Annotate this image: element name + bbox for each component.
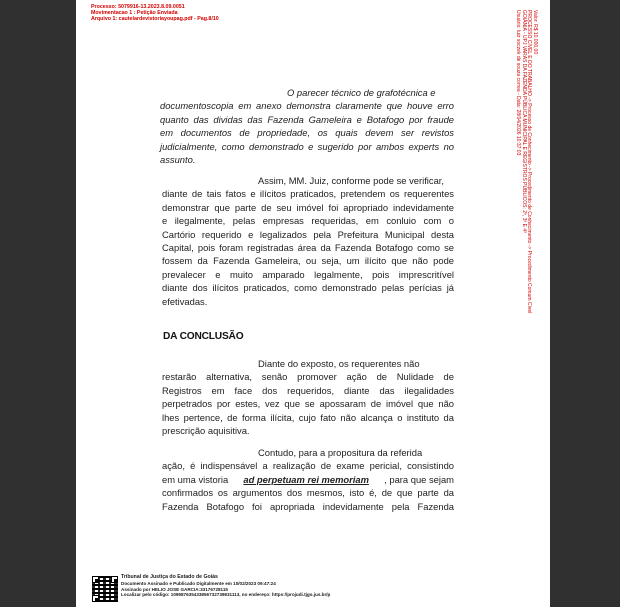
document-page	[76, 0, 550, 607]
text-line: Registros em face dos requeridos, diante das ilegalidades	[162, 384, 454, 396]
text-segment: , para que sejam	[384, 473, 454, 485]
text-line: Contudo, para a propositura da referida	[258, 447, 423, 458]
text-line: efetivadas.	[162, 295, 208, 307]
text-segment: em uma vistoria	[162, 473, 229, 485]
text-line: diante de tais fatos e ilícitos praticados, pretendem os requerentes	[162, 188, 454, 200]
text-line: diante dos ilícitos praticados, como demonstrado pelas perícias já	[162, 282, 454, 294]
side-stamp-class: PROCESSO CÍVEL E DO TRABALHO -> Processo de Conhecimento -> Procedimento de Conhecimento -> Procedimento Comum Cível	[526, 10, 533, 314]
text-line: em documentos de propriedade, os quais devem ser revistos	[160, 127, 454, 139]
text-line: Fazenda Botafogo foi apropriada indevidamente pela Fazenda	[162, 500, 454, 512]
text-line: Cartório requerido e legalizados pela Prefeitura Municipal desta	[162, 228, 454, 240]
text-line: lhes pertence, de forma ilícita, cujo fato não alcança o instituto da	[162, 411, 454, 423]
text-line: perpetrados por estes, vez que se apossaram de imóvel que não	[162, 398, 454, 410]
text-line: quanto das dividas das Fazenda Gameleira e Botafogo por fraude	[160, 113, 454, 125]
side-stamp-user: Usuário: luiz soczek de souza correa - Data: 28/04/2026 10:37:03	[515, 10, 522, 156]
signed-by: Assinado por HELIO JOSE GARCIA:33176728115	[121, 586, 228, 592]
side-stamp-value: Valor: R$ 10.000,00	[532, 10, 538, 55]
text-line: O parecer técnico de grafotécnica e	[287, 87, 436, 98]
text-line: ação, é indispensável a realização de exame pericial, consistindo	[162, 460, 454, 472]
process-number: Processo: 5079916-13.2023.8.09.0051	[91, 4, 185, 10]
text-line: prescrição aquisitiva.	[162, 425, 250, 437]
file-info: Arquivo 1: cautelardevistoriayoupag.pdf - Pag.8/10	[91, 16, 219, 23]
text-line: Capital, pois foram registradas área da Fazenda Botafogo como se	[162, 242, 454, 254]
text-line: fossem da Fazenda Gameleira, ou seja, um ilícito que não pode	[162, 255, 454, 267]
movement-info: Movimentacao 1 : Petição Enviada	[91, 10, 178, 17]
text-line: assunto.	[160, 154, 196, 166]
paragraph-conclusion	[162, 357, 454, 437]
process-header	[91, 4, 219, 23]
signed-date: Documento Assinado e Publicado Digitalmente em 10/02/2023 09:47:24	[121, 580, 276, 586]
text-line	[162, 473, 454, 486]
latin-phrase: ad perpetuam rei memoriam	[243, 473, 369, 485]
text-line: e ilegalmente, pelas empresas requeridas, em conluio com o	[162, 215, 454, 227]
text-line: restarão alternativa, senão promover ação de Nulidade de	[162, 371, 454, 383]
signature-footer	[121, 575, 330, 598]
side-stamp	[515, 10, 537, 313]
text-line: documentoscopia em anexo demonstra claramente que houve erro	[160, 100, 454, 112]
side-stamp-court: GOIÂNIA - UPJ VARAS DA FAZENDA PÚBLICA MUNICIPAL E REGISTROS PÚBLICOS: 2ª, 3ª E 4ª	[520, 10, 527, 234]
paragraph-proposal	[162, 446, 454, 513]
text-line: prevalecer e muito amparado legalmente, pois imprescritível	[162, 268, 454, 280]
paragraph-facts	[162, 174, 454, 308]
text-line: Diante do exposto, os requerentes não	[258, 358, 420, 369]
section-heading: DA CONCLUSÃO	[163, 331, 244, 342]
paragraph-expert-opinion	[160, 86, 454, 166]
qr-code-icon	[92, 576, 118, 602]
text-line: Assim, MM. Juiz, conforme pode se verificar,	[258, 175, 444, 186]
court-name: Tribunal de Justiça do Estado de Goiás	[121, 574, 218, 580]
text-line: confirmados os argumentos dos mesmos, isto é, de que parte da	[162, 487, 454, 499]
locator-link[interactable]: Localizar pelo código: 109987635433856732739831113, no endereço: https://projudi.tjgo.jus.br/p	[121, 592, 331, 598]
text-line: judicialmente, como demonstrado e sugerido por ambos experts no	[160, 140, 454, 152]
text-line: demonstrar que parte de seu imóvel foi apropriado indevidamente	[162, 201, 454, 213]
